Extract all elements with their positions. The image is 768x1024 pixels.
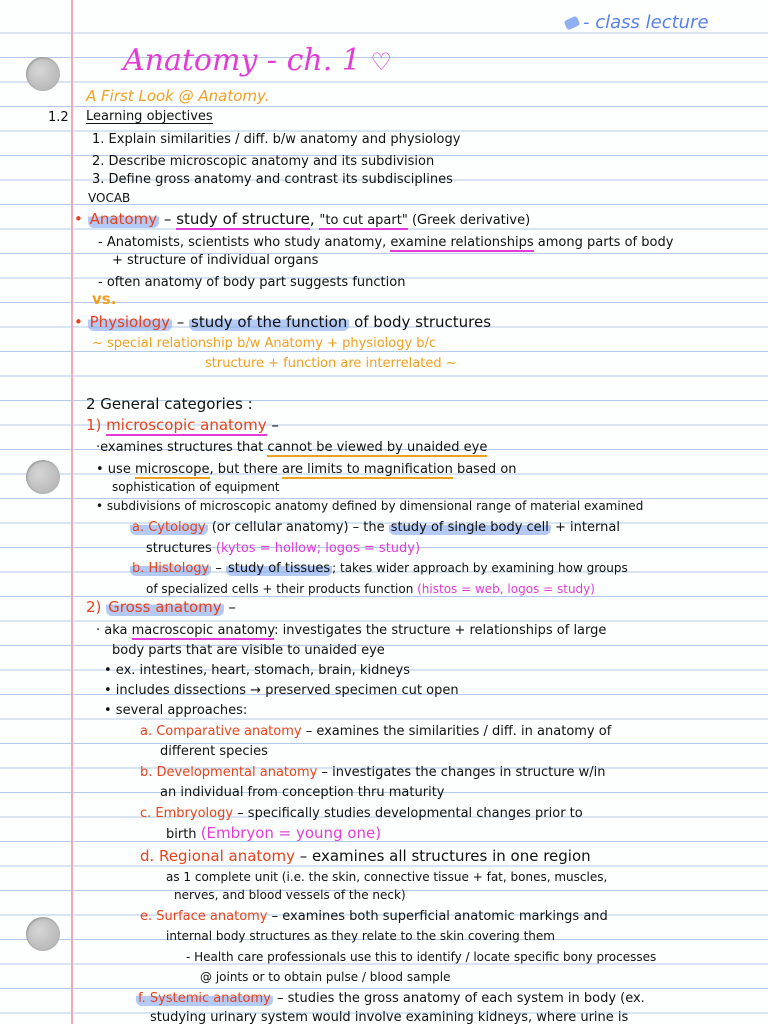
micro-line-2-d: are limits to magnification xyxy=(282,462,453,477)
histology-def: study of tissues xyxy=(228,561,331,576)
cytology-def: study of single body cell xyxy=(390,520,549,535)
section-number: 1.2 xyxy=(48,110,69,125)
embryology-label: c. Embryology xyxy=(140,806,234,821)
regional-rest: – examines all structures in one region xyxy=(294,847,591,865)
embryology-greek: (Embryon = young one) xyxy=(200,824,382,842)
cytology-greek: (kytos = hollow; logos = study) xyxy=(215,541,421,556)
systemic-line-2: studying urinary system would involve examining kidneys, where urine is xyxy=(150,1010,629,1024)
surface-line-3: - Health care professionals use this to identify / locate specific bony processes xyxy=(186,950,657,964)
vs-label: vs. xyxy=(92,290,117,308)
gross-line-4: • includes dissections → preserved specimen cut open xyxy=(104,683,459,698)
objective-3: 3. Define gross anatomy and contrast its subdisciplines xyxy=(92,172,453,187)
embryology-line-2-text: birth xyxy=(166,827,201,842)
categories-heading: 2 General categories : xyxy=(86,395,253,413)
micro-line-1 xyxy=(96,441,487,454)
gross-line-1 xyxy=(96,624,606,637)
legend-marker-icon xyxy=(564,16,581,31)
anatomy-sub-1-highlight: examine relationships xyxy=(390,235,534,250)
legend xyxy=(565,14,709,32)
anatomy-sub-1-rest: among parts of body xyxy=(533,235,674,250)
micro-dash: – xyxy=(266,416,279,434)
surface-label: e. Surface anatomy xyxy=(140,909,268,924)
physiology-def xyxy=(74,315,491,330)
heart-icon: ♡ xyxy=(370,48,392,76)
micro-label: microscopic anatomy xyxy=(106,416,267,434)
cytology-line xyxy=(130,521,620,534)
histology-line-2 xyxy=(146,583,595,595)
physiology-note-2: structure + function are interrelated ~ xyxy=(205,356,457,371)
comparative-rest: – examines the similarities / diff. in anatomy of xyxy=(301,724,612,739)
histology-dash: – xyxy=(211,561,227,576)
gross-num: 2) xyxy=(86,598,107,616)
anatomy-greek: (Greek derivative) xyxy=(407,213,531,228)
systemic-label: f. Systemic anatomy xyxy=(138,991,271,1006)
micro-line-1-highlight: cannot be viewed by unaided eye xyxy=(267,440,488,455)
micro-line-2 xyxy=(96,463,517,476)
gross-line-1-b: macroscopic anatomy xyxy=(131,623,275,638)
histology-line-2-text: of specialized cells + their products function xyxy=(146,582,418,596)
physiology-definition: study of the function xyxy=(191,313,348,331)
anatomy-def xyxy=(74,212,530,227)
page-title xyxy=(123,43,392,78)
gross-line-1-a: · aka xyxy=(96,623,132,638)
cytology-label: a. Cytology xyxy=(132,520,206,535)
anatomy-definition: study of structure xyxy=(176,210,310,228)
cytology-paren: (or cellular anatomy) – the xyxy=(207,520,389,535)
binder-hole-bottom xyxy=(26,917,60,951)
developmental-line-2: an individual from conception thru maturity xyxy=(160,785,445,800)
comparative-label: a. Comparative anatomy xyxy=(140,724,302,739)
anatomy-sub-2: + structure of individual organs xyxy=(112,253,319,268)
legend-text: - class lecture xyxy=(583,12,709,33)
surface-line-2: internal body structures as they relate to the skin covering them xyxy=(166,929,555,943)
gross-line-2: body parts that are visible to unaided eye xyxy=(112,643,385,658)
binder-hole-middle xyxy=(26,460,60,494)
physiology-rest: of body structures xyxy=(349,313,492,331)
anatomy-quote: "to cut apart" xyxy=(319,213,408,228)
regional-line-2: as 1 complete unit (i.e. the skin, connective tissue + fat, bones, muscles, xyxy=(166,870,608,884)
objectives-heading: Learning objectives xyxy=(86,109,213,124)
histology-line xyxy=(130,562,628,575)
surface-rest: – examines both superficial anatomic markings and xyxy=(267,909,608,924)
surface-line-4: @ joints or to obtain pulse / blood sample xyxy=(200,970,451,984)
micro-line-2-c: , but there xyxy=(209,462,283,477)
regional-line xyxy=(140,849,591,864)
embryology-line xyxy=(140,807,583,820)
micro-line-2-b: microscope xyxy=(134,462,210,477)
micro-line-4: • subdivisions of microscopic anatomy defined by dimensional range of material examined xyxy=(96,499,644,513)
anatomy-sub-1-text: - Anatomists, scientists who study anatomy, xyxy=(98,235,391,250)
objective-2: 2. Describe microscopic anatomy and its subdivision xyxy=(92,154,435,169)
histology-greek: (histos = web, logos = study) xyxy=(417,582,595,596)
cytology-line-2-text: structures xyxy=(146,541,216,556)
embryology-line-2 xyxy=(166,826,381,841)
micro-line-1-text: ·examines structures that xyxy=(96,440,268,455)
anatomy-sub-3: - often anatomy of body part suggests function xyxy=(98,275,406,290)
micro-line-2-e: based on xyxy=(452,462,517,477)
comparative-line xyxy=(140,725,611,738)
gross-line-3: • ex. intestines, heart, stomach, brain, kidneys xyxy=(104,663,411,678)
anatomy-dash: – xyxy=(159,210,177,228)
cytology-line-2 xyxy=(146,542,420,555)
gross-heading xyxy=(86,600,236,615)
micro-num: 1) xyxy=(86,416,107,434)
anatomy-bullet: • xyxy=(74,210,83,228)
surface-line xyxy=(140,910,608,923)
physiology-bullet: • xyxy=(74,313,83,331)
vocab-heading: VOCAB xyxy=(88,191,131,205)
systemic-line xyxy=(136,992,645,1005)
subtitle: A First Look @ Anatomy. xyxy=(86,87,270,105)
micro-line-2-a: • use xyxy=(96,462,135,477)
developmental-rest: – investigates the changes in structure w/in xyxy=(317,765,606,780)
histology-label: b. Histology xyxy=(132,561,210,576)
gross-label: Gross anatomy xyxy=(108,598,222,616)
systemic-rest: – studies the gross anatomy of each system in body (ex. xyxy=(272,991,645,1006)
comparative-line-2: different species xyxy=(160,744,268,759)
embryology-rest: – specifically studies developmental changes prior to xyxy=(233,806,583,821)
physiology-note-1: ~ special relationship b/w Anatomy + physiology b/c xyxy=(92,336,437,351)
regional-label: d. Regional anatomy xyxy=(140,847,295,865)
regional-line-3: nerves, and blood vessels of the neck) xyxy=(174,888,406,902)
gross-dash: – xyxy=(223,598,236,616)
title-text: Anatomy - ch. 1 xyxy=(123,43,361,78)
physiology-term: Physiology xyxy=(89,313,170,331)
anatomy-sub-1 xyxy=(98,236,673,249)
gross-line-1-c: : investigates the structure + relationships of large xyxy=(274,623,607,638)
objective-1: 1. Explain similarities / diff. b/w anatomy and physiology xyxy=(92,132,461,147)
cytology-rest: + internal xyxy=(550,520,620,535)
developmental-label: b. Developmental anatomy xyxy=(140,765,318,780)
micro-heading xyxy=(86,418,279,433)
physiology-dash: – xyxy=(171,313,190,331)
binder-hole-top xyxy=(26,57,60,91)
developmental-line xyxy=(140,766,606,779)
anatomy-comma: , xyxy=(309,210,320,228)
histology-rest: ; takes wider approach by examining how groups xyxy=(332,561,628,575)
gross-line-5: • several approaches: xyxy=(104,703,248,718)
micro-line-3: sophistication of equipment xyxy=(112,480,280,494)
anatomy-term: Anatomy xyxy=(89,210,158,228)
